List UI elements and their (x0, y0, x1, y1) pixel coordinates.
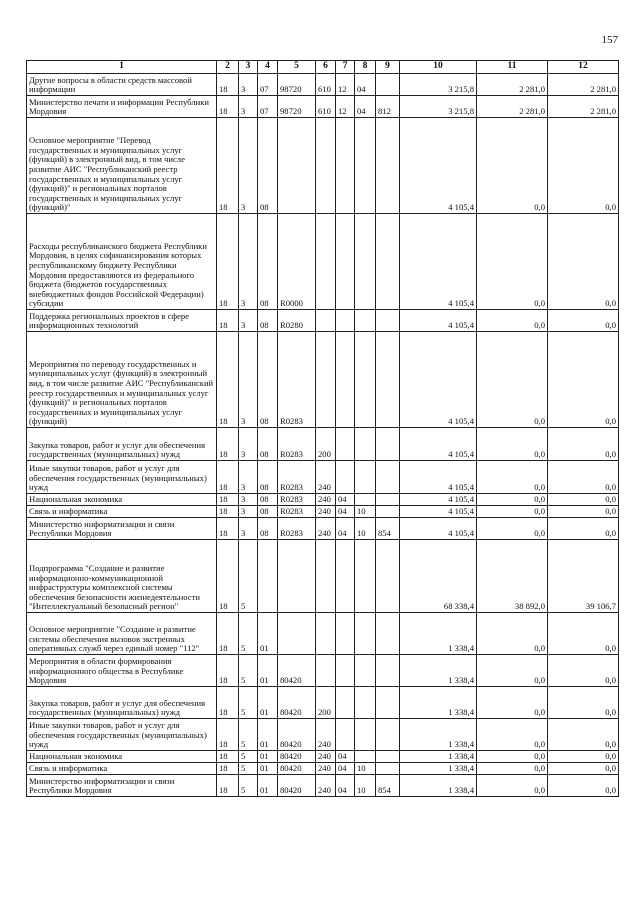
row-value-cell-6 (316, 613, 336, 655)
row-value-cell-12: 2 281,0 (548, 96, 619, 118)
column-header-11: 11 (477, 61, 548, 74)
row-value-cell-5: 80420 (278, 763, 316, 775)
row-value-cell-5: 80420 (278, 655, 316, 687)
row-value-cell-8 (355, 540, 376, 613)
row-value-cell-10: 4 105,4 (400, 494, 477, 506)
row-value-cell-8: 10 (355, 763, 376, 775)
column-header-2: 2 (217, 61, 239, 74)
table-row (27, 428, 619, 461)
table-row (27, 719, 619, 751)
row-value-cell-11: 0,0 (477, 332, 548, 428)
row-name-cell: Поддержка региональных проектов в сфере информационных технологий (27, 310, 217, 332)
row-value-cell-11: 38 892,0 (477, 540, 548, 613)
row-value-cell-10: 1 338,4 (400, 775, 477, 797)
row-value-cell-9 (376, 506, 400, 518)
table-row (27, 655, 619, 687)
row-value-cell-5: R0283 (278, 332, 316, 428)
row-value-cell-10: 3 215,8 (400, 96, 477, 118)
row-value-cell-11: 0,0 (477, 751, 548, 763)
row-value-cell-10: 4 105,4 (400, 518, 477, 540)
row-value-cell-5 (278, 613, 316, 655)
row-value-cell-2: 18 (217, 428, 239, 461)
row-value-cell-9 (376, 751, 400, 763)
column-header-7: 7 (336, 61, 355, 74)
row-value-cell-11: 0,0 (477, 518, 548, 540)
row-value-cell-10: 1 338,4 (400, 687, 477, 719)
column-header-12: 12 (548, 61, 619, 74)
row-value-cell-8 (355, 428, 376, 461)
row-value-cell-4: 08 (258, 461, 278, 494)
row-value-cell-4: 01 (258, 613, 278, 655)
row-value-cell-3: 5 (239, 540, 258, 613)
row-name-cell: Подпрограмма "Создание и развитие информационно-коммуникационной инфраструктуры комплексной системы обеспечения безопасности жизнедеятельности "Интеллектуальный безопасный регион" (27, 540, 217, 613)
row-value-cell-6: 610 (316, 96, 336, 118)
row-value-cell-7: 12 (336, 74, 355, 96)
row-value-cell-8: 04 (355, 96, 376, 118)
row-value-cell-3: 5 (239, 751, 258, 763)
row-value-cell-11: 0,0 (477, 494, 548, 506)
row-value-cell-12: 0,0 (548, 763, 619, 775)
column-header-8: 8 (355, 61, 376, 74)
row-value-cell-11: 0,0 (477, 775, 548, 797)
row-value-cell-8 (355, 751, 376, 763)
table-row (27, 506, 619, 518)
row-value-cell-4: 08 (258, 332, 278, 428)
row-value-cell-6: 240 (316, 751, 336, 763)
table-row (27, 310, 619, 332)
row-value-cell-5: R0283 (278, 506, 316, 518)
row-value-cell-7: 04 (336, 751, 355, 763)
row-value-cell-10: 1 338,4 (400, 763, 477, 775)
row-value-cell-10: 4 105,4 (400, 214, 477, 310)
row-value-cell-3: 3 (239, 332, 258, 428)
row-value-cell-9 (376, 461, 400, 494)
table-row (27, 687, 619, 719)
row-value-cell-8 (355, 613, 376, 655)
row-value-cell-3: 3 (239, 428, 258, 461)
row-name-cell: Министерство информатизации и связи Республики Мордовия (27, 775, 217, 797)
row-value-cell-4: 08 (258, 118, 278, 214)
row-value-cell-5: 98720 (278, 96, 316, 118)
row-value-cell-9: 812 (376, 96, 400, 118)
row-value-cell-3: 5 (239, 655, 258, 687)
row-value-cell-7 (336, 719, 355, 751)
row-name-cell: Основное мероприятие "Перевод государственных и муниципальных услуг (функций) в электронный вид, в том числе развитие АИС "Республиканский реестр государственных и муниципальных услуг (функций)" и региональных порталов государственных и муниципальных услуг (функций)" (27, 118, 217, 214)
row-value-cell-6 (316, 540, 336, 613)
row-value-cell-11: 0,0 (477, 719, 548, 751)
row-value-cell-11: 0,0 (477, 461, 548, 494)
row-value-cell-12: 0,0 (548, 613, 619, 655)
row-value-cell-3: 5 (239, 763, 258, 775)
row-value-cell-9 (376, 428, 400, 461)
row-value-cell-7 (336, 214, 355, 310)
row-value-cell-12: 39 106,7 (548, 540, 619, 613)
row-value-cell-11: 0,0 (477, 763, 548, 775)
row-value-cell-2: 18 (217, 332, 239, 428)
row-value-cell-12: 0,0 (548, 461, 619, 494)
row-value-cell-3: 3 (239, 118, 258, 214)
row-value-cell-2: 18 (217, 74, 239, 96)
row-value-cell-9 (376, 310, 400, 332)
row-value-cell-6: 240 (316, 494, 336, 506)
row-value-cell-9 (376, 655, 400, 687)
row-value-cell-9 (376, 214, 400, 310)
row-value-cell-2: 18 (217, 310, 239, 332)
table-row (27, 751, 619, 763)
row-value-cell-11: 0,0 (477, 118, 548, 214)
page-number: 157 (601, 34, 618, 46)
row-value-cell-12: 2 281,0 (548, 74, 619, 96)
row-value-cell-8 (355, 494, 376, 506)
row-value-cell-2: 18 (217, 494, 239, 506)
row-value-cell-3: 3 (239, 74, 258, 96)
row-value-cell-5: R0000 (278, 214, 316, 310)
row-value-cell-4: 08 (258, 214, 278, 310)
row-value-cell-4: 01 (258, 655, 278, 687)
row-value-cell-4: 07 (258, 74, 278, 96)
row-value-cell-3: 3 (239, 494, 258, 506)
row-value-cell-5: R0280 (278, 310, 316, 332)
row-value-cell-6: 240 (316, 719, 336, 751)
row-value-cell-2: 18 (217, 751, 239, 763)
row-name-cell: Мероприятия по переводу государственных и муниципальных услуг (функций) в электронный вид, в том числе развитие АИС "Республиканский реестр государственных и муниципальных услуг (функций)" и региональных порталов государственных и муниципальных услуг (функций) (27, 332, 217, 428)
row-name-cell: Иные закупки товаров, работ и услуг для обеспечения государственных (муниципальных) нужд (27, 719, 217, 751)
row-value-cell-8 (355, 118, 376, 214)
column-header-1: 1 (27, 61, 217, 74)
table-row (27, 613, 619, 655)
table-body (27, 74, 619, 797)
row-value-cell-6: 200 (316, 428, 336, 461)
row-value-cell-7: 04 (336, 775, 355, 797)
row-value-cell-2: 18 (217, 613, 239, 655)
row-value-cell-2: 18 (217, 96, 239, 118)
row-value-cell-11: 0,0 (477, 214, 548, 310)
row-value-cell-6 (316, 655, 336, 687)
row-value-cell-11: 0,0 (477, 613, 548, 655)
row-value-cell-9 (376, 687, 400, 719)
table-row (27, 461, 619, 494)
row-value-cell-9 (376, 74, 400, 96)
row-value-cell-10: 4 105,4 (400, 310, 477, 332)
row-value-cell-4: 08 (258, 494, 278, 506)
row-value-cell-11: 0,0 (477, 428, 548, 461)
row-value-cell-7 (336, 655, 355, 687)
row-name-cell: Национальная экономика (27, 494, 217, 506)
row-value-cell-3: 3 (239, 461, 258, 494)
row-value-cell-8: 04 (355, 74, 376, 96)
row-value-cell-7 (336, 687, 355, 719)
row-value-cell-8 (355, 310, 376, 332)
row-value-cell-12: 0,0 (548, 214, 619, 310)
row-name-cell: Закупка товаров, работ и услуг для обеспечения государственных (муниципальных) нужд (27, 687, 217, 719)
row-value-cell-9 (376, 613, 400, 655)
row-value-cell-12: 0,0 (548, 428, 619, 461)
row-value-cell-7: 04 (336, 763, 355, 775)
row-value-cell-8: 10 (355, 775, 376, 797)
row-name-cell: Другие вопросы в области средств массовой информации (27, 74, 217, 96)
row-value-cell-12: 0,0 (548, 655, 619, 687)
row-value-cell-6: 240 (316, 461, 336, 494)
table-row (27, 775, 619, 797)
row-value-cell-5: R0283 (278, 518, 316, 540)
row-value-cell-7: 04 (336, 506, 355, 518)
row-name-cell: Мероприятия в области формирования информационного общества в Республике Мордовия (27, 655, 217, 687)
column-header-5: 5 (278, 61, 316, 74)
row-value-cell-10: 4 105,4 (400, 428, 477, 461)
table-row (27, 518, 619, 540)
row-value-cell-5: 80420 (278, 751, 316, 763)
row-value-cell-4: 08 (258, 518, 278, 540)
row-value-cell-5: 80420 (278, 687, 316, 719)
row-value-cell-2: 18 (217, 775, 239, 797)
row-name-cell: Связь и информатика (27, 506, 217, 518)
row-value-cell-6 (316, 214, 336, 310)
row-value-cell-8: 10 (355, 518, 376, 540)
row-value-cell-2: 18 (217, 655, 239, 687)
row-value-cell-11: 0,0 (477, 310, 548, 332)
row-value-cell-3: 3 (239, 518, 258, 540)
row-value-cell-11: 2 281,0 (477, 74, 548, 96)
row-value-cell-6 (316, 118, 336, 214)
row-value-cell-10: 4 105,4 (400, 332, 477, 428)
row-value-cell-8 (355, 214, 376, 310)
row-value-cell-2: 18 (217, 540, 239, 613)
row-value-cell-2: 18 (217, 763, 239, 775)
row-value-cell-5: R0283 (278, 461, 316, 494)
row-value-cell-4: 01 (258, 751, 278, 763)
row-value-cell-10: 1 338,4 (400, 719, 477, 751)
header-row (27, 61, 619, 74)
row-value-cell-4: 07 (258, 96, 278, 118)
row-value-cell-2: 18 (217, 719, 239, 751)
row-value-cell-2: 18 (217, 118, 239, 214)
table-row (27, 332, 619, 428)
row-value-cell-7 (336, 540, 355, 613)
row-value-cell-3: 3 (239, 214, 258, 310)
row-value-cell-11: 0,0 (477, 506, 548, 518)
row-value-cell-4 (258, 540, 278, 613)
row-value-cell-12: 0,0 (548, 332, 619, 428)
table-row (27, 540, 619, 613)
row-value-cell-12: 0,0 (548, 118, 619, 214)
row-value-cell-5: 98720 (278, 74, 316, 96)
row-name-cell: Расходы республиканского бюджета Республики Мордовия, в целях софинансирования которых республиканскому бюджету Республики Мордовия предоставляются из федерального бюджета (бюджетов государственных внебюджетных фондов Российской Федерации) субсидии (27, 214, 217, 310)
row-value-cell-8: 10 (355, 506, 376, 518)
row-value-cell-4: 01 (258, 763, 278, 775)
row-value-cell-3: 3 (239, 96, 258, 118)
row-value-cell-11: 0,0 (477, 655, 548, 687)
row-value-cell-2: 18 (217, 518, 239, 540)
row-name-cell: Министерство информатизации и связи Республики Мордовия (27, 518, 217, 540)
column-header-6: 6 (316, 61, 336, 74)
row-value-cell-2: 18 (217, 687, 239, 719)
row-value-cell-12: 0,0 (548, 310, 619, 332)
row-value-cell-7 (336, 461, 355, 494)
row-value-cell-4: 01 (258, 719, 278, 751)
column-header-10: 10 (400, 61, 477, 74)
row-value-cell-9 (376, 719, 400, 751)
row-name-cell: Иные закупки товаров, работ и услуг для обеспечения государственных (муниципальных) нужд (27, 461, 217, 494)
row-value-cell-7 (336, 613, 355, 655)
row-value-cell-11: 2 281,0 (477, 96, 548, 118)
row-value-cell-3: 3 (239, 310, 258, 332)
row-value-cell-10: 4 105,4 (400, 506, 477, 518)
column-header-9: 9 (376, 61, 400, 74)
row-value-cell-8 (355, 655, 376, 687)
row-value-cell-4: 08 (258, 428, 278, 461)
budget-table (26, 60, 619, 797)
row-value-cell-3: 3 (239, 506, 258, 518)
row-value-cell-7 (336, 118, 355, 214)
row-value-cell-6: 240 (316, 518, 336, 540)
column-header-4: 4 (258, 61, 278, 74)
row-value-cell-4: 01 (258, 775, 278, 797)
table-row (27, 96, 619, 118)
row-name-cell: Национальная экономика (27, 751, 217, 763)
row-value-cell-11: 0,0 (477, 687, 548, 719)
row-value-cell-6: 240 (316, 506, 336, 518)
row-value-cell-6: 610 (316, 74, 336, 96)
table-header (27, 61, 619, 74)
row-value-cell-7 (336, 428, 355, 461)
table-row (27, 74, 619, 96)
row-value-cell-9 (376, 494, 400, 506)
row-value-cell-10: 1 338,4 (400, 655, 477, 687)
row-value-cell-12: 0,0 (548, 719, 619, 751)
row-value-cell-10: 4 105,4 (400, 118, 477, 214)
row-value-cell-6: 240 (316, 775, 336, 797)
row-name-cell: Министерство печати и информации Республики Мордовия (27, 96, 217, 118)
row-value-cell-8 (355, 719, 376, 751)
row-value-cell-7 (336, 310, 355, 332)
row-name-cell: Закупка товаров, работ и услуг для обеспечения государственных (муниципальных) нужд (27, 428, 217, 461)
row-value-cell-5 (278, 540, 316, 613)
row-value-cell-8 (355, 332, 376, 428)
row-name-cell: Связь и информатика (27, 763, 217, 775)
row-value-cell-5: R0283 (278, 428, 316, 461)
column-header-3: 3 (239, 61, 258, 74)
table-row (27, 214, 619, 310)
row-value-cell-7: 04 (336, 518, 355, 540)
row-value-cell-10: 1 338,4 (400, 751, 477, 763)
row-value-cell-5: R0283 (278, 494, 316, 506)
table-row (27, 494, 619, 506)
row-value-cell-10: 4 105,4 (400, 461, 477, 494)
row-value-cell-8 (355, 687, 376, 719)
row-value-cell-7: 12 (336, 96, 355, 118)
row-value-cell-2: 18 (217, 461, 239, 494)
row-value-cell-12: 0,0 (548, 494, 619, 506)
row-value-cell-9 (376, 332, 400, 428)
row-value-cell-12: 0,0 (548, 506, 619, 518)
table-row (27, 763, 619, 775)
row-value-cell-10: 68 338,4 (400, 540, 477, 613)
row-name-cell: Основное мероприятие "Создание и развитие системы обеспечения вызовов экстренных оперативных служб через единый номер "112" (27, 613, 217, 655)
row-value-cell-7 (336, 332, 355, 428)
row-value-cell-9 (376, 763, 400, 775)
row-value-cell-3: 5 (239, 613, 258, 655)
row-value-cell-10: 3 215,8 (400, 74, 477, 96)
row-value-cell-9 (376, 118, 400, 214)
row-value-cell-9: 854 (376, 775, 400, 797)
row-value-cell-6 (316, 310, 336, 332)
row-value-cell-12: 0,0 (548, 751, 619, 763)
row-value-cell-8 (355, 461, 376, 494)
row-value-cell-9: 854 (376, 518, 400, 540)
row-value-cell-12: 0,0 (548, 775, 619, 797)
row-value-cell-5 (278, 118, 316, 214)
row-value-cell-9 (376, 540, 400, 613)
row-value-cell-3: 5 (239, 687, 258, 719)
row-value-cell-6: 200 (316, 687, 336, 719)
row-value-cell-12: 0,0 (548, 518, 619, 540)
row-value-cell-7: 04 (336, 494, 355, 506)
row-value-cell-3: 5 (239, 775, 258, 797)
row-value-cell-5: 80420 (278, 775, 316, 797)
row-value-cell-6 (316, 332, 336, 428)
table-row (27, 118, 619, 214)
row-value-cell-4: 08 (258, 310, 278, 332)
row-value-cell-12: 0,0 (548, 687, 619, 719)
row-value-cell-4: 01 (258, 687, 278, 719)
row-value-cell-6: 240 (316, 763, 336, 775)
row-value-cell-4: 08 (258, 506, 278, 518)
row-value-cell-2: 18 (217, 214, 239, 310)
row-value-cell-3: 5 (239, 719, 258, 751)
row-value-cell-10: 1 338,4 (400, 613, 477, 655)
row-value-cell-2: 18 (217, 506, 239, 518)
row-value-cell-5: 80420 (278, 719, 316, 751)
